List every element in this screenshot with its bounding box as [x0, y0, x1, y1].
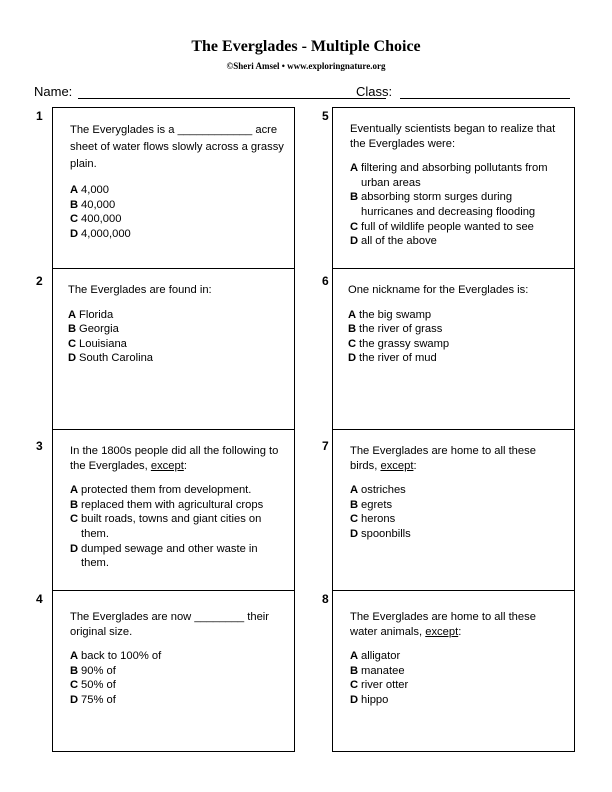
question-box-4	[36, 590, 295, 752]
question-text: The Everglades are found in:	[68, 284, 212, 296]
question-box-7	[322, 429, 575, 591]
question-content	[348, 283, 566, 366]
question-content	[350, 610, 566, 708]
answer-option[interactable]: C full of wildlife people wanted to see	[350, 220, 534, 233]
question-content	[68, 283, 286, 366]
answer-option[interactable]: D 4,000,000	[70, 227, 131, 240]
class-blank-line[interactable]	[400, 98, 570, 99]
answer-option[interactable]: B egrets	[350, 498, 393, 511]
question-text: In the 1800s people did all the following to the Everglades, except:	[70, 445, 279, 472]
question-box-8	[322, 590, 575, 752]
question-box-1	[36, 107, 295, 269]
question-content	[70, 610, 286, 708]
question-content	[350, 122, 566, 249]
question-box-2	[36, 268, 295, 430]
answer-option[interactable]: A filtering and absorbing pollutants from urban areas	[350, 162, 548, 189]
answer-option[interactable]: A Florida	[68, 308, 114, 321]
answer-option[interactable]: B replaced them with agricultural crops	[70, 498, 264, 511]
answer-option[interactable]: D spoonbills	[350, 527, 411, 540]
name-blank-line[interactable]	[78, 98, 386, 99]
question-box-5	[322, 107, 575, 269]
question-box-3	[36, 429, 295, 591]
worksheet-title: The Everglades - Multiple Choice	[191, 38, 421, 55]
answer-option[interactable]: C 400,000	[70, 213, 122, 226]
question-text: The Everyglades is a ____________ acre sheet of water flows slowly across a grassy plain.	[70, 124, 284, 170]
questions-right-column	[322, 107, 575, 752]
question-number: 6	[322, 274, 329, 288]
question-text: The Everglades are home to all these birds, except:	[350, 445, 536, 472]
answer-option[interactable]: A protected them from development.	[70, 484, 252, 497]
answer-option[interactable]: C built roads, towns and giant cities on them.	[70, 513, 262, 540]
answer-option[interactable]: B the river of grass	[348, 323, 443, 336]
worksheet-credit: ©Sheri Amsel • www.exploringnature.org	[226, 61, 386, 71]
question-content	[70, 122, 286, 241]
answer-option[interactable]: D all of the above	[350, 235, 437, 248]
question-box-6	[322, 268, 575, 430]
answer-option[interactable]: C the grassy swamp	[348, 337, 450, 350]
answer-option[interactable]: C herons	[350, 513, 396, 526]
answer-option[interactable]: A alligator	[350, 650, 401, 663]
answer-option[interactable]: B 90% of	[70, 664, 116, 677]
class-label: Class:	[356, 84, 393, 99]
question-number: 3	[36, 439, 43, 453]
answer-option[interactable]: B 40,000	[70, 198, 116, 211]
answer-option[interactable]: D South Carolina	[68, 352, 154, 365]
answer-option[interactable]: C river otter	[350, 679, 409, 692]
except-emphasis: except	[425, 625, 459, 638]
answer-option[interactable]: C 50% of	[70, 679, 116, 692]
except-emphasis: except	[380, 459, 414, 472]
answer-option[interactable]: D the river of mud	[348, 352, 437, 365]
answer-option[interactable]: A back to 100% of	[70, 650, 162, 663]
question-number: 1	[36, 109, 43, 123]
answer-option[interactable]: D 75% of	[70, 693, 116, 706]
question-text: The Everglades are home to all these water animals, except:	[350, 611, 536, 638]
answer-option[interactable]: B manatee	[350, 664, 405, 677]
name-label: Name:	[34, 84, 73, 99]
answer-option[interactable]: A the big swamp	[348, 308, 432, 321]
name-class-row	[34, 84, 579, 100]
question-content	[350, 444, 566, 542]
question-number: 4	[36, 592, 43, 606]
questions-left-column	[36, 107, 295, 752]
question-number: 5	[322, 109, 329, 123]
answer-option[interactable]: A 4,000	[70, 184, 109, 196]
answer-option[interactable]: B Georgia	[68, 323, 119, 336]
answer-option[interactable]: A ostriches	[350, 484, 406, 497]
except-emphasis: except	[150, 459, 184, 472]
question-content	[70, 444, 286, 571]
question-number: 8	[322, 592, 329, 606]
answer-option[interactable]: D hippo	[350, 693, 389, 706]
question-text: Eventually scientists began to realize that the Everglades were:	[350, 123, 556, 150]
question-number: 2	[36, 274, 43, 288]
question-text: One nickname for the Everglades is:	[348, 284, 529, 296]
question-text: The Everglades are now ________ their original size.	[70, 611, 270, 638]
question-number: 7	[322, 439, 329, 453]
answer-option[interactable]: C Louisiana	[68, 337, 127, 350]
answer-option[interactable]: D dumped sewage and other waste in them.	[70, 542, 258, 570]
answer-option[interactable]: B absorbing storm surges during hurricanes and decreasing flooding	[350, 191, 536, 218]
